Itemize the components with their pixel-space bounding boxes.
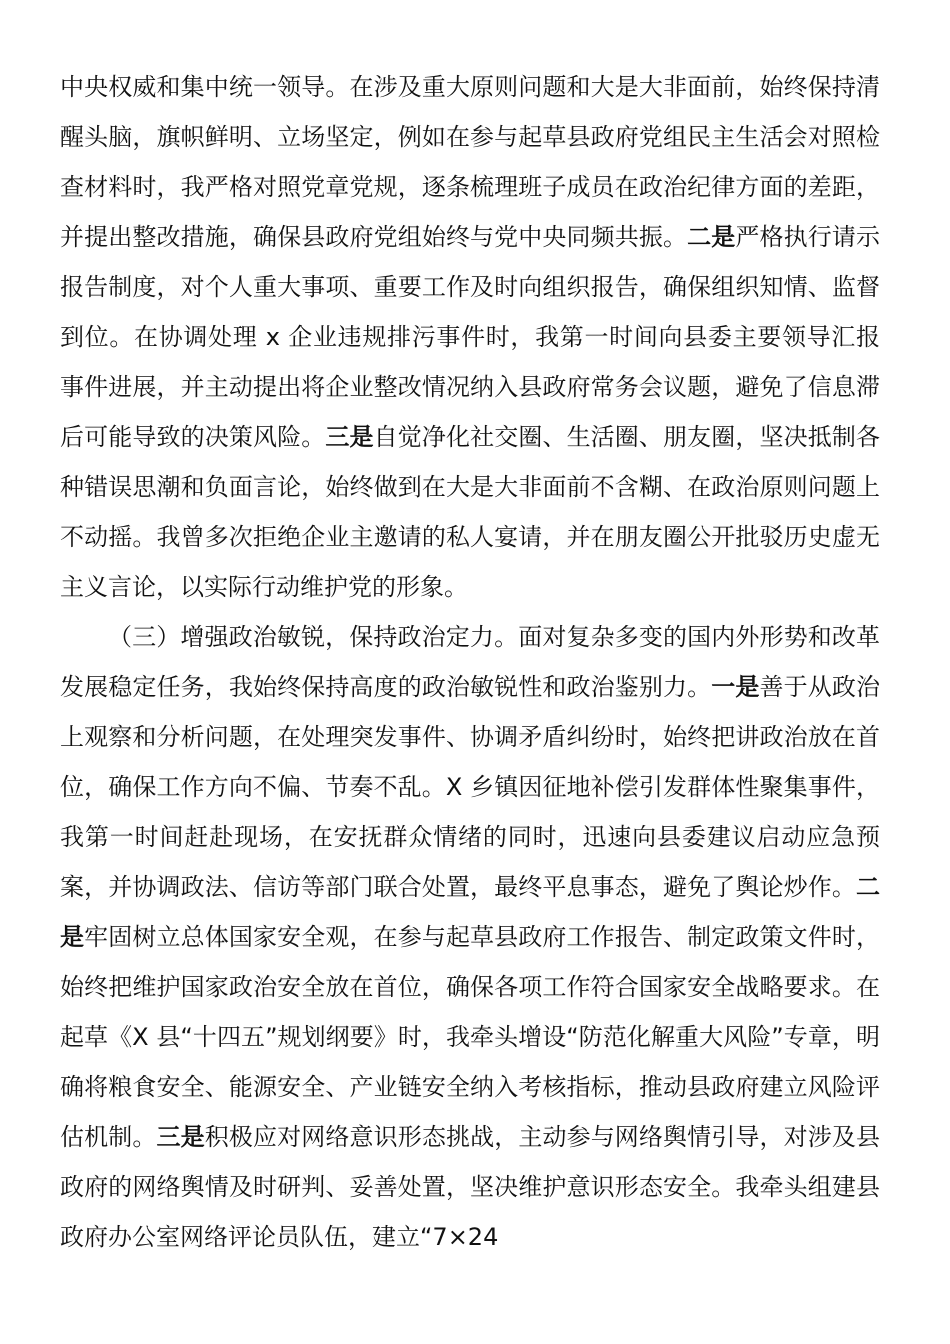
paragraph-sentence: 牢固树立总体国家安全观，在参与起草县政府工作报告、制定政策文件时，始终把维护国家政治安全放在首位，确保各项工作符合国家安全战略要求。在起草《X 县“十四五”规划纲要》时，我牵头增设“防范化解重大风险”专章，明确将粮食安全、能源安全、产业链安全纳入考核指标，推动县政府建立风险评估机制。 [60,923,881,1151]
paragraph-sentence: 自觉净化社交圈、生活圈、朋友圈，坚决抵制各种错误思潮和负面言论，始终做到在大是大非面前不含糊、在政治原则问题上不动摇。我曾多次拒绝企业主邀请的私人宴请，并在朋友圈公开批驳历史虚无主义言论，以实际行动维护党的形象。 [60,423,881,601]
paragraph-sentence: 善于从政治上观察和分析问题，在处理突发事件、协调矛盾纠纷时，始终把讲政治放在首位，确保工作方向不偏、节奏不乱。X 乡镇因征地补偿引发群体性聚集事件，我第一时间赶赴现场，在安抚群众情绪的同时，迅速向县委建议启动应急预案，并协调政法、信访等部门联合处置，最终平息事态，避免了舆论炒作。 [60,673,881,901]
paragraph-political-sensitivity [60,612,880,1262]
enumerator-one: 一是 [711,673,760,701]
paragraph-sentence: 中央权威和集中统一领导。在涉及重大原则问题和大是大非面前，始终保持清醒头脑，旗帜鲜明、立场坚定，例如在参与起草县政府党组民主生活会对照检查材料时，我严格对照党章党规，逐条梳理班子成员在政治纪律方面的差距，并提出整改措施，确保县政府党组始终与党中央同频共振。 [60,73,880,251]
paragraph-sentence: 积极应对网络意识形态挑战，主动参与网络舆情引导，对涉及县政府的网络舆情及时研判、妥善处置，坚决维护意识形态安全。我牵头组建县政府办公室网络评论员队伍，建立“7×24 [60,1123,881,1251]
section-heading-sentence: （三）增强政治敏锐，保持政治定力。面对复杂多变的国内外形势和改革发展稳定任务，我始终保持高度的政治敏锐性和政治鉴别力。 [60,623,880,701]
enumerator-two: 二是 [687,223,736,251]
body-text-block-1 [60,62,880,612]
enumerator-three: 三是 [156,1123,205,1151]
body-text-block-2 [60,612,880,1262]
enumerator-two: 二是 [60,873,880,951]
paragraph-political-discipline [60,62,880,612]
enumerator-three: 三是 [325,423,374,451]
paragraph-sentence: 严格执行请示报告制度，对个人重大事项、重要工作及时向组织报告，确保组织知情、监督到位。在协调处理 x 企业违规排污事件时，我第一时间向县委主要领导汇报事件进展，并主动提出将企业整改情况纳入县政府常务会议题，避免了信息滞后可能导致的决策风险。 [60,223,881,451]
